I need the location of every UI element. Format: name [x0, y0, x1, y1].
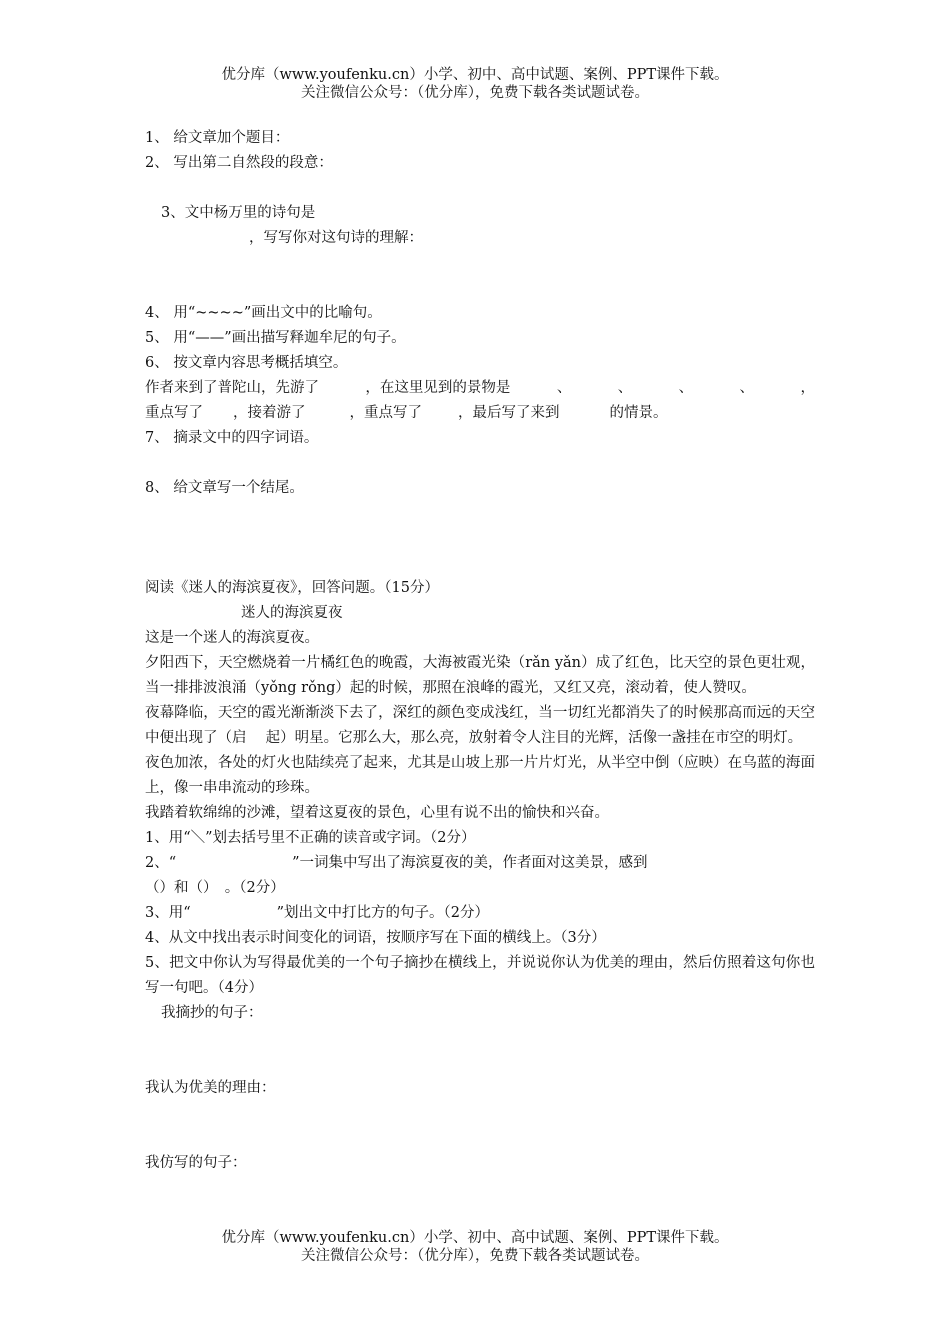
part2-question-2a: 2、“ [145, 855, 177, 871]
document-body [145, 126, 815, 1176]
part2-question-1: 1、用“＼”划去括号里不正确的读音或字词。（2分） [145, 830, 476, 846]
part1-question-8: 8、 给文章写一个结尾。 [145, 480, 304, 496]
page-header [0, 66, 950, 102]
fill-2-seg-4: 的情景。 [609, 405, 668, 421]
part2-question-3b: ”划出文中打比方的句子。（2分） [276, 905, 490, 921]
fill-1-seg-6: ， [800, 380, 815, 396]
article-paragraph-3: 夜幕降临，天空的霞光渐渐淡下去了，深红的颜色变成浅红，当一切红光都消失了的时候那高而远的天空中便出现了（启 起）明星。它那么大，那么亮，放射着令人注目的光辉，活像一盏挂在市空的明灯。 [145, 705, 815, 746]
fill-in-line-2 [145, 401, 815, 426]
header-line-2: 关注微信公众号：（优分库），免费下载各类试题试卷。 [301, 85, 649, 101]
fill-2-seg-0: 重点写了 [145, 405, 203, 421]
article-paragraph-4: 夜色加浓，各处的灯火也陆续亮了起来，尤其是山坡上那一片片灯光，从半空中倒（应映）在乌蓝的海面上，像一串串流动的珍珠。 [145, 755, 815, 796]
part1-question-3a: 3、文中杨万里的诗句是 [161, 205, 316, 221]
fill-1-seg-4: 、 [678, 380, 694, 396]
part1-question-5: 5、 用“——”画出描写释迦牟尼的句子。 [145, 330, 406, 346]
imitate-sentence-label: 我仿写的句子： [145, 1155, 247, 1171]
part1-question-1: 1、 给文章加个题目： [145, 130, 290, 146]
article-paragraph-2: 夕阳西下，天空燃烧着一片橘红色的晚霞，大海被霞光染（rǎn yǎn）成了红色，比天空的景色更壮观，当一排排波浪涌（yǒng rǒng）起的时候，那照在浪峰的霞光，又红又亮，滚动着，使人赞叹。 [145, 655, 815, 696]
article-title: 迷人的海滨夏夜 [241, 605, 343, 621]
part1-question-4: 4、 用“~~~~”画出文中的比喻句。 [145, 305, 382, 321]
footer-line-1: 优分库（www.youfenku.cn）小学、初中、高中试题、案例、PPT课件下载。 [221, 1230, 729, 1246]
part1-question-6: 6、 按文章内容思考概括填空。 [145, 355, 348, 371]
footer-line-2: 关注微信公众号：（优分库），免费下载各类试题试卷。 [301, 1248, 649, 1264]
part2-question-2c: （）和（） 。（2分） [145, 880, 285, 896]
article-paragraph-1: 这是一个迷人的海滨夏夜。 [145, 630, 319, 646]
part2-question-4: 4、从文中找出表示时间变化的词语，按顺序写在下面的横线上。（3分） [145, 930, 606, 946]
part2-question-2 [145, 851, 815, 876]
part2-question-5: 5、把文中你认为写得最优美的一个句子摘抄在横线上，并说说你认为优美的理由，然后仿照着这句你也写一句吧。（4分） [145, 955, 815, 996]
article-paragraph-5: 我踏着软绵绵的沙滩，望着这夏夜的景色，心里有说不出的愉快和兴奋。 [145, 805, 609, 821]
fill-2-seg-3: ，最后写了来到 [458, 405, 560, 421]
reading-intro: 阅读《迷人的海滨夏夜》，回答问题。（15分） [145, 580, 439, 596]
page-footer [0, 1229, 950, 1265]
part1-question-3b: ，写写你对这句诗的理解： [249, 230, 423, 246]
fill-2-seg-2: ，重点写了 [349, 405, 422, 421]
part2-question-3a: 3、用“ [145, 905, 191, 921]
fill-1-seg-3: 、 [617, 380, 633, 396]
fill-1-seg-2: 、 [556, 380, 572, 396]
fill-1-seg-0: 作者来到了普陀山，先游了 [145, 380, 319, 396]
fill-in-line-1 [145, 376, 815, 401]
part1-question-7: 7、 摘录文中的四字词语。 [145, 430, 319, 446]
part2-question-2b: ”一词集中写出了海滨夏夜的美，作者面对这美景，感到 [292, 855, 648, 871]
reason-label: 我认为优美的理由： [145, 1080, 276, 1096]
copy-sentence-label: 我摘抄的句子： [161, 1005, 263, 1021]
fill-2-seg-1: ，接着游了 [233, 405, 306, 421]
part2-question-3 [145, 901, 815, 926]
fill-1-seg-5: 、 [739, 380, 755, 396]
header-line-1: 优分库（www.youfenku.cn）小学、初中、高中试题、案例、PPT课件下载。 [221, 67, 729, 83]
fill-1-seg-1: ，在这里见到的景物是 [365, 380, 511, 396]
part1-question-2: 2、 写出第二自然段的段意： [145, 155, 333, 171]
